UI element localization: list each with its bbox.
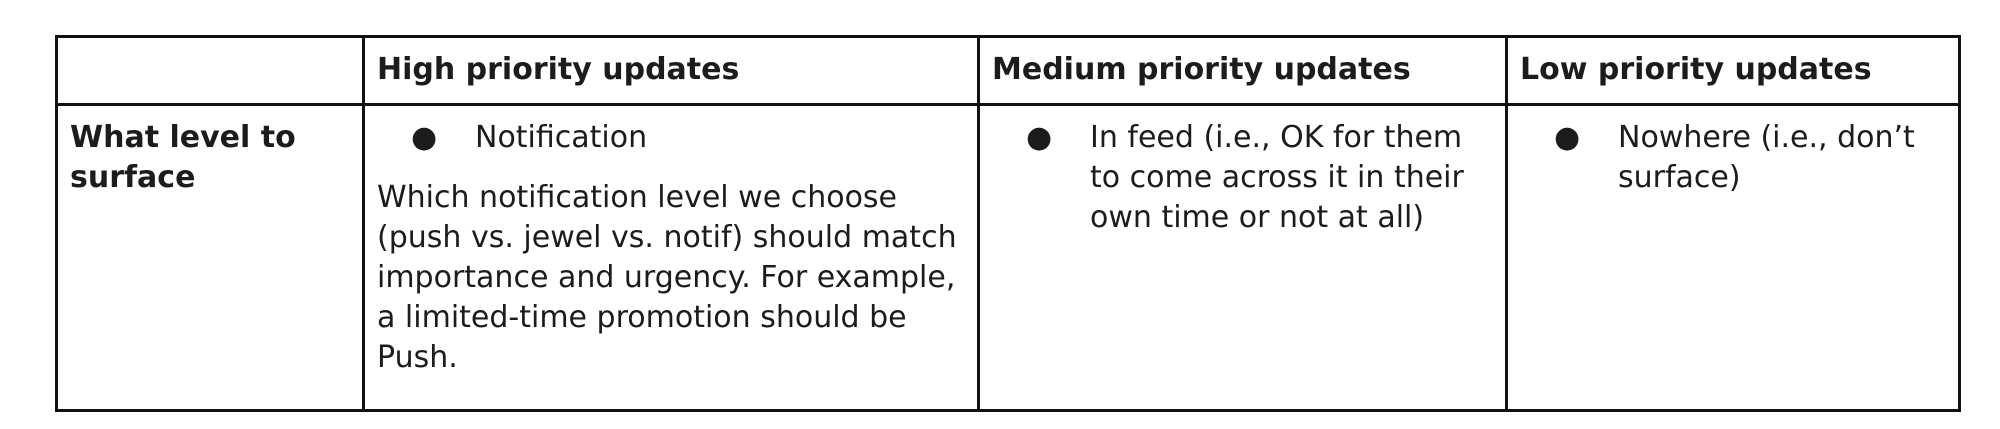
- bullet-icon: ●: [1554, 120, 1581, 155]
- bullet-icon: ●: [411, 120, 438, 155]
- cell-high-priority: [364, 105, 979, 411]
- cell-low-priority: [1507, 105, 1960, 411]
- list-item-text: In feed (i.e., OK for them to come across it in their own time or not at all): [1090, 120, 1464, 235]
- list-item: [1520, 118, 1946, 198]
- header-cell-empty: [57, 37, 364, 105]
- high-priority-list: [377, 118, 965, 158]
- cell-medium-priority: [979, 105, 1507, 411]
- high-priority-note: Which notification level we choose (push vs. jewel vs. notif) should match importance and urgency. For example, a limited-time promotion should be Push.: [377, 180, 957, 375]
- list-item: [992, 118, 1493, 238]
- medium-priority-list: [992, 118, 1493, 238]
- low-priority-list: [1520, 118, 1946, 198]
- table-row: [57, 105, 1960, 411]
- priority-table: [55, 35, 1961, 412]
- row-label-what-level-to-surface: What level to surface: [57, 105, 364, 411]
- list-item-text: Nowhere (i.e., don’t surface): [1618, 120, 1915, 195]
- header-cell-low-priority: Low priority updates: [1507, 37, 1960, 105]
- priority-table-container: [55, 35, 1961, 412]
- list-item-text: Notification: [475, 120, 648, 155]
- header-cell-medium-priority: Medium priority updates: [979, 37, 1507, 105]
- table-header-row: [57, 37, 1960, 105]
- list-item: [377, 118, 965, 158]
- header-cell-high-priority: High priority updates: [364, 37, 979, 105]
- bullet-icon: ●: [1026, 120, 1053, 155]
